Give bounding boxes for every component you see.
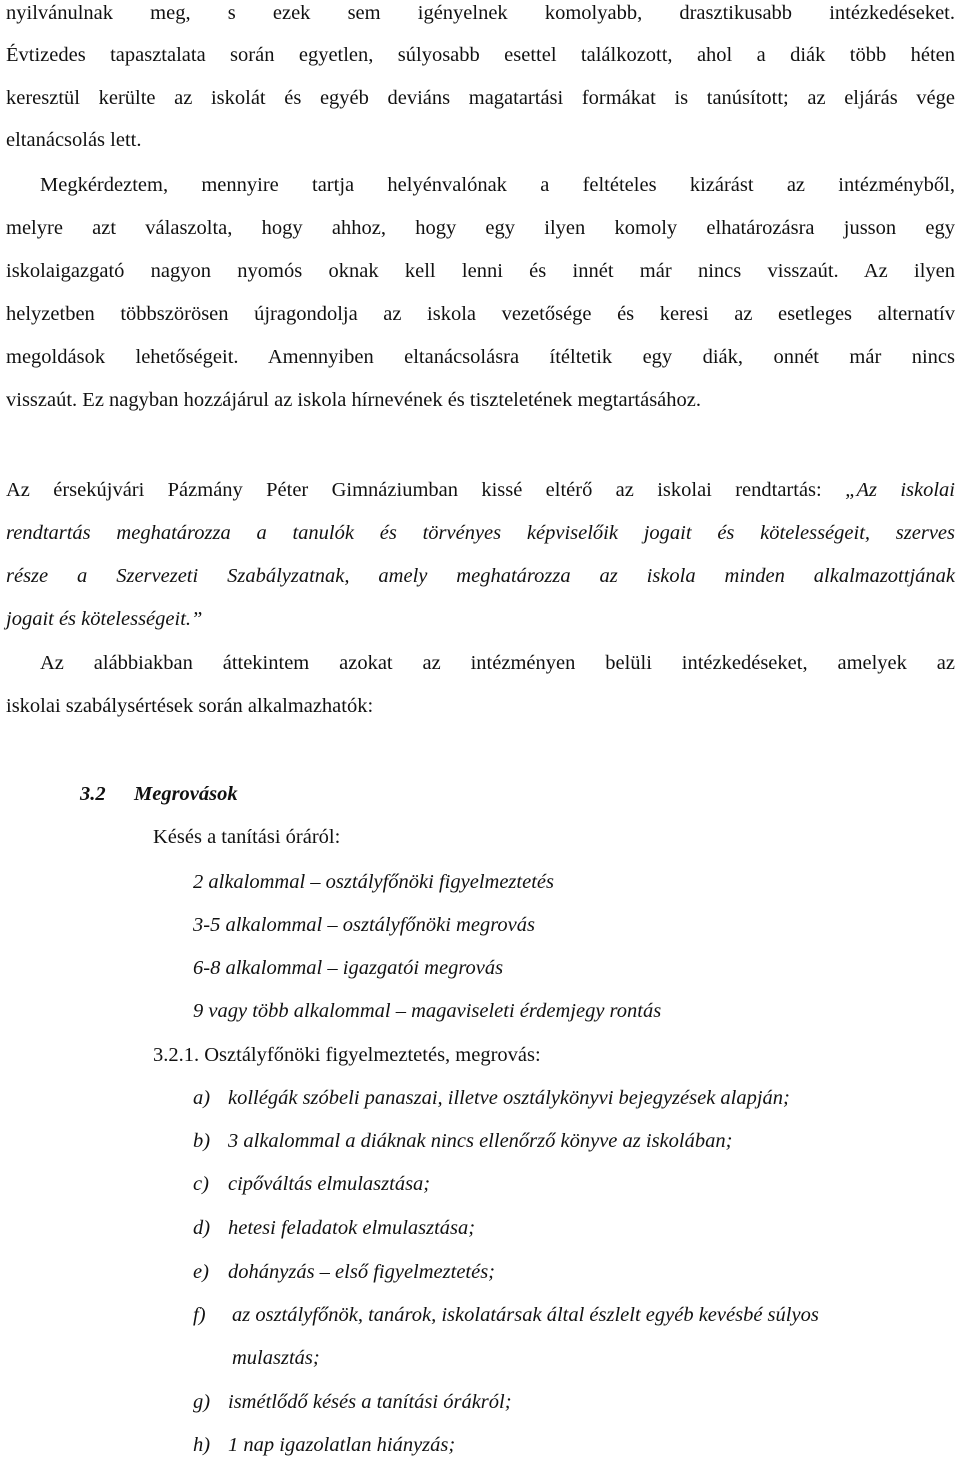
list-item bbox=[193, 1300, 819, 1330]
paragraph-line: megoldások lehetőségeit. Amennyiben eltanácsolásra ítéltetik egy diák, onnét már nincs bbox=[6, 346, 955, 368]
subsection-heading: 3.2.1. Osztályfőnöki figyelmeztetés, megrovás: bbox=[153, 1044, 541, 1066]
section-number: 3.2 bbox=[80, 783, 106, 805]
list-label: b) bbox=[193, 1130, 211, 1152]
paragraph-line bbox=[6, 475, 955, 505]
list-text: kollégák szóbeli panaszai, illetve osztálykönyvi bejegyzések alapján; bbox=[228, 1087, 790, 1109]
list-item bbox=[193, 1213, 475, 1243]
section-title: Megrovások bbox=[134, 783, 238, 805]
list-item bbox=[193, 1083, 790, 1113]
list-text: ismétlődő késés a tanítási órákról; bbox=[228, 1391, 512, 1413]
paragraph-line: Megkérdeztem, mennyire tartja helyénvalónak a feltételes kizárást az intézményből, bbox=[40, 174, 955, 196]
quote-line: rendtartás meghatározza a tanulók és törvényes képviselőik jogait és kötelességeit, szerves bbox=[6, 522, 955, 544]
list-label: e) bbox=[193, 1261, 209, 1283]
paragraph-text: Az érsekújvári Pázmány Péter Gimnáziumban kissé eltérő az iskolai rendtartás: bbox=[6, 479, 846, 501]
list-label: f) bbox=[193, 1304, 206, 1326]
lateness-item: 2 alkalommal – osztályfőnöki figyelmeztetés bbox=[193, 871, 554, 893]
list-text: 1 nap igazolatlan hiányzás; bbox=[228, 1434, 456, 1456]
paragraph-line: keresztül kerülte az iskolát és egyéb deviáns magatartási formákat is tanúsított; az eljárás vége bbox=[6, 87, 955, 109]
quote-line: része a Szervezeti Szabályzatnak, amely meghatározza az iskola minden alkalmazottjának bbox=[6, 565, 955, 587]
list-label: h) bbox=[193, 1434, 211, 1456]
quote-line: jogait és kötelességeit.” bbox=[6, 608, 203, 630]
list-text: dohányzás – első figyelmeztetés; bbox=[228, 1261, 496, 1283]
paragraph-line: iskolaigazgató nagyon nyomós oknak kell lenni és innét már nincs visszaút. Az ilyen bbox=[6, 260, 955, 282]
list-item bbox=[193, 1430, 455, 1460]
list-label: d) bbox=[193, 1217, 211, 1239]
paragraph-line: iskolai szabálysértések során alkalmazhatók: bbox=[6, 695, 374, 717]
paragraph-line: visszaút. Ez nagyban hozzájárul az iskola hírnevének és tiszteletének megtartásához. bbox=[6, 389, 701, 411]
list-item bbox=[193, 1257, 495, 1287]
paragraph-line: Az alábbiakban áttekintem azokat az intézményen belüli intézkedéseket, amelyek az bbox=[40, 652, 955, 674]
list-text: hetesi feladatok elmulasztása; bbox=[228, 1217, 476, 1239]
list-item bbox=[193, 1169, 430, 1199]
lateness-item: 6-8 alkalommal – igazgatói megrovás bbox=[193, 957, 504, 979]
paragraph-line: Évtizedes tapasztalata során egyetlen, súlyosabb esettel találkozott, ahol a diák több héten bbox=[6, 44, 955, 66]
paragraph-line: helyzetben többszörösen újragondolja az iskola vezetősége és keresi az esetleges alternatív bbox=[6, 303, 955, 325]
lateness-item: 9 vagy több alkalommal – magaviseleti érdemjegy rontás bbox=[193, 1000, 662, 1022]
list-item bbox=[193, 1126, 732, 1156]
lateness-item: 3-5 alkalommal – osztályfőnöki megrovás bbox=[193, 914, 536, 936]
list-item bbox=[193, 1387, 512, 1417]
paragraph-line: nyilvánulnak meg, s ezek sem igényelnek komolyabb, drasztikusabb intézkedéseket. bbox=[6, 2, 955, 24]
list-label: g) bbox=[193, 1391, 211, 1413]
paragraph-line: eltanácsolás lett. bbox=[6, 129, 142, 151]
quote-start: „Az iskolai bbox=[845, 479, 955, 501]
list-text: az osztályfőnök, tanárok, iskolatársak által észlelt egyéb kevésbé súlyos bbox=[232, 1304, 819, 1326]
list-text: 3 alkalommal a diáknak nincs ellenőrző könyve az iskolában; bbox=[228, 1130, 733, 1152]
list-label: c) bbox=[193, 1173, 209, 1195]
list-text: cipőváltás elmulasztása; bbox=[228, 1173, 431, 1195]
paragraph-line: melyre azt válaszolta, hogy ahhoz, hogy egy ilyen komoly elhatározásra jusson egy bbox=[6, 217, 955, 239]
list-item-continuation: mulasztás; bbox=[232, 1347, 320, 1369]
list-label: a) bbox=[193, 1087, 211, 1109]
lateness-heading: Késés a tanítási óráról: bbox=[153, 826, 341, 848]
section-heading bbox=[80, 779, 238, 809]
